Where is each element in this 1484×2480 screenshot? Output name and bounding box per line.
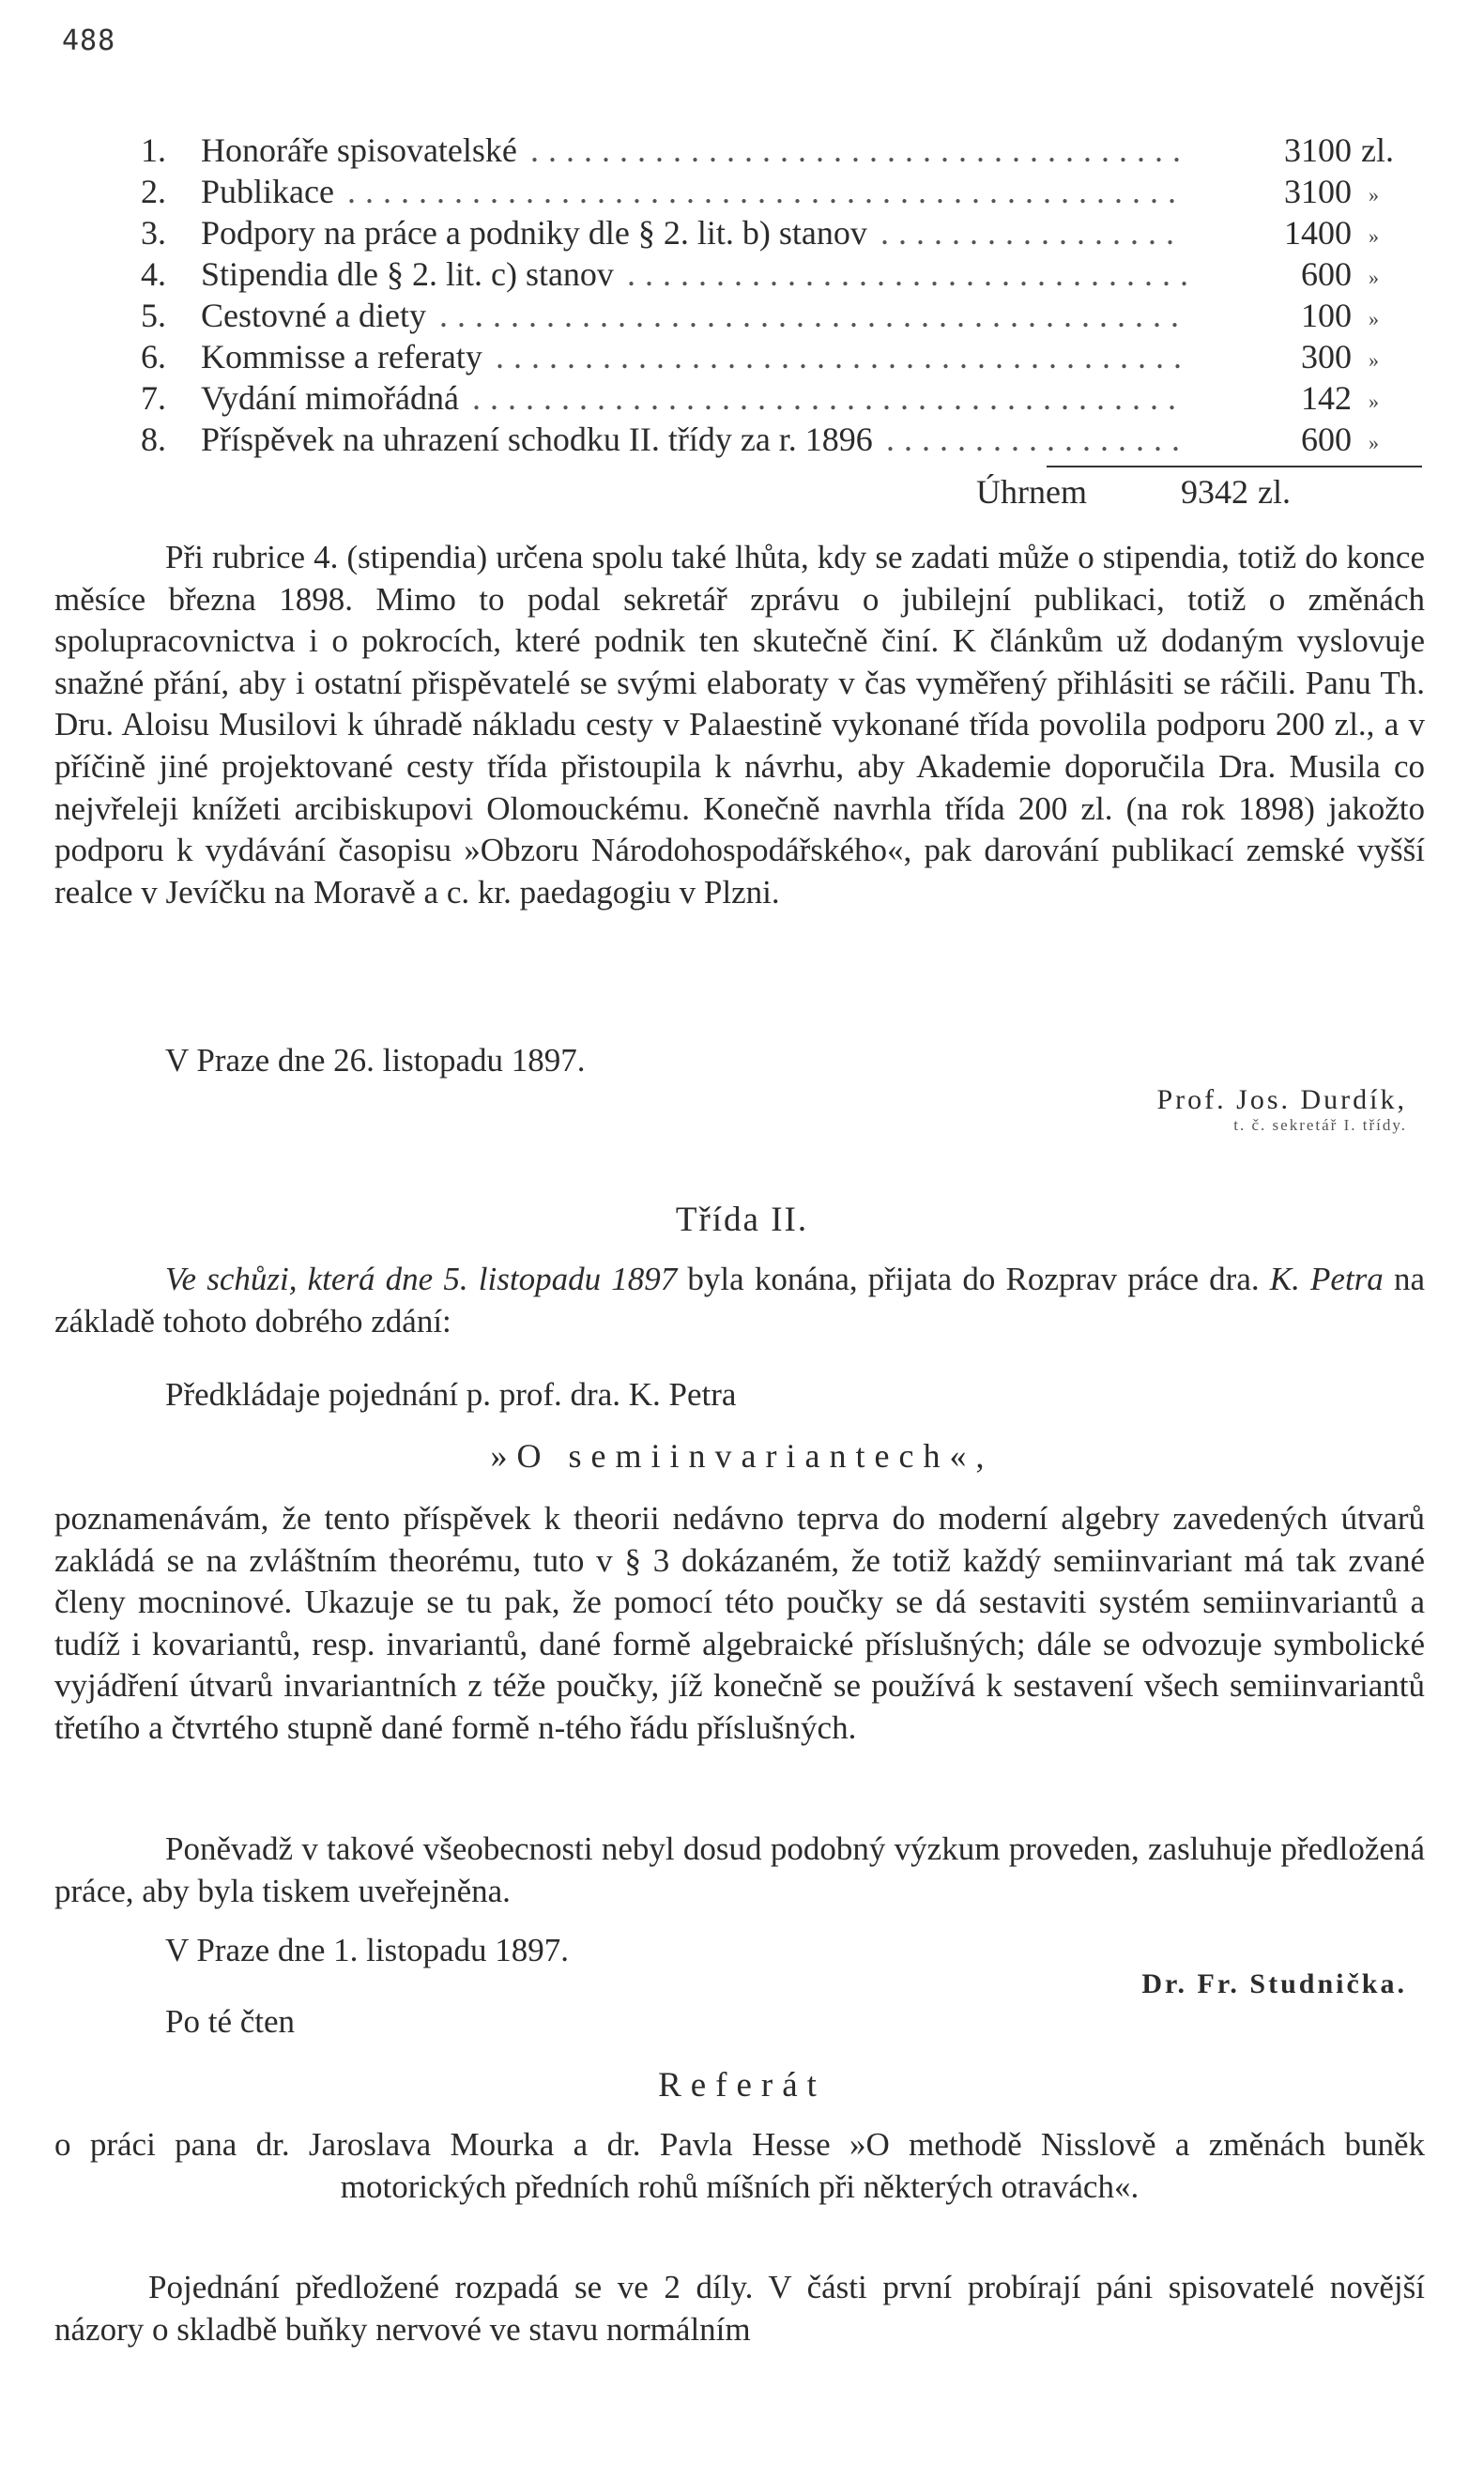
dot-leader: ............................................... [347, 173, 1186, 210]
budget-row-unit: » [1369, 431, 1379, 454]
referat-heading: Referát [658, 2066, 826, 2105]
dot-leader: .......................................... [439, 297, 1188, 334]
budget-row-unit: » [1369, 390, 1379, 413]
budget-row-label: Stipendia dle § 2. lit. c) stanov [201, 255, 614, 293]
section2-work-title: »O semiinvariantech«, [490, 1437, 994, 1475]
budget-row [141, 253, 1379, 295]
total-amount: 9342 [1181, 473, 1248, 511]
budget-row-number: 7. [141, 379, 166, 417]
budget-row-unit: » [1369, 307, 1379, 330]
total-label: Úhrnem [976, 473, 1087, 511]
budget-row [141, 171, 1379, 212]
dot-leader: ........................................ [472, 379, 1186, 417]
total-rule [1047, 466, 1422, 467]
section2-submission-line: Předkládaje pojednání p. prof. dra. K. Petra [165, 1376, 737, 1413]
budget-row-amount: 100 [1301, 297, 1352, 334]
budget-row-unit: » [1369, 183, 1379, 207]
budget-row-amount: 3100 [1284, 131, 1352, 169]
section2-read-line: Po té čten [165, 2003, 296, 2040]
budget-row [141, 336, 1379, 377]
section2-intro-rest: byla konána, přijata do Rozprav práce dra. [677, 1261, 1270, 1297]
budget-row-unit: » [1369, 348, 1379, 372]
budget-row-unit: zl. [1361, 131, 1394, 169]
budget-row-label: Vydání mimořádná [201, 379, 459, 417]
budget-row-number: 5. [141, 297, 166, 334]
section1-signature-name: Prof. Jos. Durdík, [1156, 1084, 1407, 1115]
budget-row-amount: 300 [1301, 338, 1352, 375]
budget-row-label: Publikace [201, 173, 334, 210]
budget-row-label: Příspěvek na uhrazení schodku II. třídy za r. 1896 [201, 421, 873, 458]
section2-intro [54, 1259, 1425, 1342]
budget-row-label: Cestovné a diety [201, 297, 426, 334]
section2-paragraph2: Poněvadž v takové všeobecnosti nebyl dosud podobný výzkum proveden, zasluhuje předložená práce, aby byla tiskem uveřejněna. [54, 1830, 1425, 1909]
dot-leader: ..................................... [530, 131, 1190, 169]
budget-row-number: 8. [141, 421, 166, 458]
section2-paragraph1: poznamenávám, že tento příspěvek k theorii nedávno teprva do moderní algebry zavedených útvarů zakládá se na zvláštním theorému, tuto v § 3 dokázaném, že totiž každý semiinvariant má tak zvané členy mocninové. Ukazuje se tu pak, že pomocí této poučky se dá sestaviti systém semiinvariantů a tudíž i kovariantů, resp. invariantů, dané formě algebraické příslušných; dále se odvozuje symbolické vyjádření útvarů invariantních z téže poučky, jíž konečně se používá k sestavení všech semiinvariantů třetího a čtvrtého stupně dané formě n-tého řádu příslušných. [54, 1500, 1425, 1746]
section2-signature-name: Dr. Fr. Studnička. [1141, 1968, 1407, 1999]
budget-row-label: Podpory na práce a podniky dle § 2. lit. b) stanov [201, 214, 867, 252]
budget-row-amount: 1400 [1284, 214, 1352, 252]
dot-leader: ....................................... [496, 338, 1191, 375]
budget-row-amount: 142 [1301, 379, 1352, 417]
budget-row-number: 3. [141, 214, 166, 252]
budget-row-number: 2. [141, 173, 166, 210]
section2-intro-end: na základě tohoto dobrého zdání: [54, 1261, 1425, 1340]
budget-row [141, 130, 1394, 171]
budget-row [141, 212, 1379, 253]
dot-leader: ................. [886, 421, 1189, 458]
section1-signature [1156, 1084, 1407, 1135]
budget-table [141, 130, 1394, 460]
budget-row-amount: 600 [1301, 421, 1352, 458]
budget-total-row [976, 471, 1408, 513]
budget-row-label: Honoráře spisovatelské [201, 131, 517, 169]
section2-date-line: V Praze dne 1. listopadu 1897. [165, 1932, 569, 1968]
dot-leader: ................. [880, 214, 1184, 252]
section2-heading: Třída II. [675, 1201, 809, 1239]
budget-row [141, 377, 1379, 419]
budget-row-number: 6. [141, 338, 166, 375]
budget-row [141, 295, 1379, 336]
section1-date-line: V Praze dne 26. listopadu 1897. [165, 1042, 586, 1079]
budget-row-unit: » [1369, 266, 1379, 289]
section2-intro-meeting: Ve schůzi, která dne 5. listopadu 1897 [165, 1261, 678, 1297]
section2-signature [1141, 1968, 1407, 2000]
budget-row [141, 419, 1379, 460]
budget-row-number: 4. [141, 255, 166, 293]
section1-paragraph: Při rubrice 4. (stipendia) určena spolu také lhůta, kdy se zadati může o stipendia, totiž do konce měsíce března 1898. Mimo to podal sekretář zprávu o jubilejní publikaci, totiž o změnách spolupracovnictva i o pokrocích, které podnik ten skutečně činí. K článkům už dodaným vyslovuje snažné přání, aby i ostatní přispěvatelé se svými elaboraty v čas vyměřený přihlásiti se ráčili. Panu Th. Dru. Aloisu Musilovi k úhradě nákladu cesty v Palaestině vykonané třída povolila podporu 200 zl., a v příčině jiné projektované cesty třída přistoupila k návrhu, aby Akademie doporučila Dra. Musila co nejvřeleji knížeti arcibiskupovi Olomouckému. Konečně navrhla třída 200 zl. (na rok 1898) jakožto podporu k vydávání časopisu »Obzoru Národohospodářského«, pak darování publikací zemské vyšší realce v Jevíčku na Moravě a c. kr. paedagogiu v Plzni. [54, 539, 1425, 911]
budget-row-amount: 3100 [1284, 173, 1352, 210]
budget-row-unit: » [1369, 224, 1379, 248]
section2-intro-name: K. Petra [1269, 1261, 1384, 1297]
budget-row-label: Kommisse a referaty [201, 338, 482, 375]
referat-intro: o práci pana dr. Jaroslava Mourka a dr. Pavla Hesse »O methodě Nisslově a změnách buněk motorických předních rohů míšních při některých otravách«. [54, 2126, 1425, 2205]
dot-leader: ................................ [627, 255, 1198, 293]
section1-signature-role: t. č. sekretář I. třídy. [1233, 1116, 1407, 1134]
page-number: 488 [62, 24, 116, 57]
total-unit: zl. [1258, 473, 1291, 511]
referat-paragraph: Pojednání předložené rozpadá se ve 2 díly. V části první probírají páni spisovatelé novější názory o skladbě buňky nervové ve stavu normálním [54, 2269, 1425, 2348]
budget-row-amount: 600 [1301, 255, 1352, 293]
budget-row-number: 1. [141, 131, 166, 169]
